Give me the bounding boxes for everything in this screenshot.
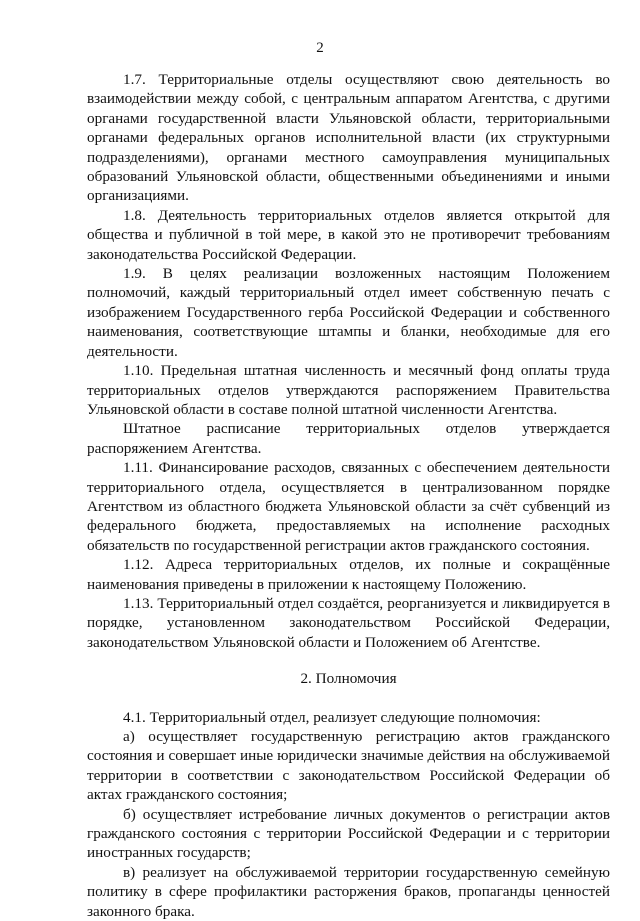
paragraph-1-11: 1.11. Финансирование расходов, связанных с обеспечением деятельности территориального отдела, осуществляется в централизованном порядке Агентством из областного бюджета Ульяновской области за счёт субвенций из федерального бюджета, предоставляемых на исполнение расходных обязательств по государственной регистрации актов гражданского состояния.: [87, 459, 610, 554]
paragraph-1-10: 1.10. Предельная штатная численность и месячный фонд оплаты труда территориальных отделов утверждаются распоряжением Правительства Ульяновской области в составе полной штатной численности Агентства.: [87, 362, 610, 418]
paragraph-1-13: 1.13. Территориальный отдел создаётся, реорганизуется и ликвидируется в порядке, установленном законодательством Российской Федерации, законодательством Ульяновской области и Положением об Агентстве.: [87, 594, 610, 651]
paragraph-1-12: 1.12. Адреса территориальных отделов, их полные и сокращённые наименования приведены в приложении к настоящему Положению.: [87, 556, 610, 593]
page-number: 2: [316, 40, 324, 56]
document-body: [87, 70, 610, 921]
list-item-c: в) реализует на обслуживаемой территории государственную семейную политику в сфере профилактики расторжения браков, пропаганды ценностей законного брака.: [87, 863, 610, 920]
paragraph-1-7: 1.7. Территориальные отделы осуществляют свою деятельность во взаимодействии между собой, с центральным аппаратом Агентства, с другими органами государственной власти Ульяновской области, территориальными органами федеральных органов исполнительной власти (их структурными подразделениями), органами местного самоуправления муниципальных образований Ульяновской области, общественными объединениями и иными организациями.: [87, 71, 610, 205]
paragraph-4-1: 4.1. Территориальный отдел, реализует следующие полномочия:: [123, 708, 541, 726]
paragraph-staffing: Штатное расписание территориальных отделов утверждается распоряжением Агентства.: [87, 420, 610, 457]
section-heading: 2. Полномочия: [300, 670, 397, 688]
list-item-b: б) осуществляет истребование личных документов о регистрации актов гражданского состояния с территории Российской Федерации и с территории иностранных государств;: [87, 805, 610, 862]
paragraph-1-8: 1.8. Деятельность территориальных отделов является открытой для общества и публичной в той мере, в какой это не противоречит требованиям законодательства Российской Федерации.: [87, 206, 610, 263]
list-item-a: а) осуществляет государственную регистрацию актов гражданского состояния и совершает иные юридически значимые действия на обслуживаемой территории в соответствии с законодательством Российской Федерации об актах гражданского состояния;: [87, 728, 610, 804]
paragraph-1-9: 1.9. В целях реализации возложенных настоящим Положением полномочий, каждый территориальный отдел имеет собственную печать с изображением Государственного герба Российской Федерации и собственного наименования, соответствующие штампы и бланки, необходимые для его деятельности.: [87, 265, 610, 360]
